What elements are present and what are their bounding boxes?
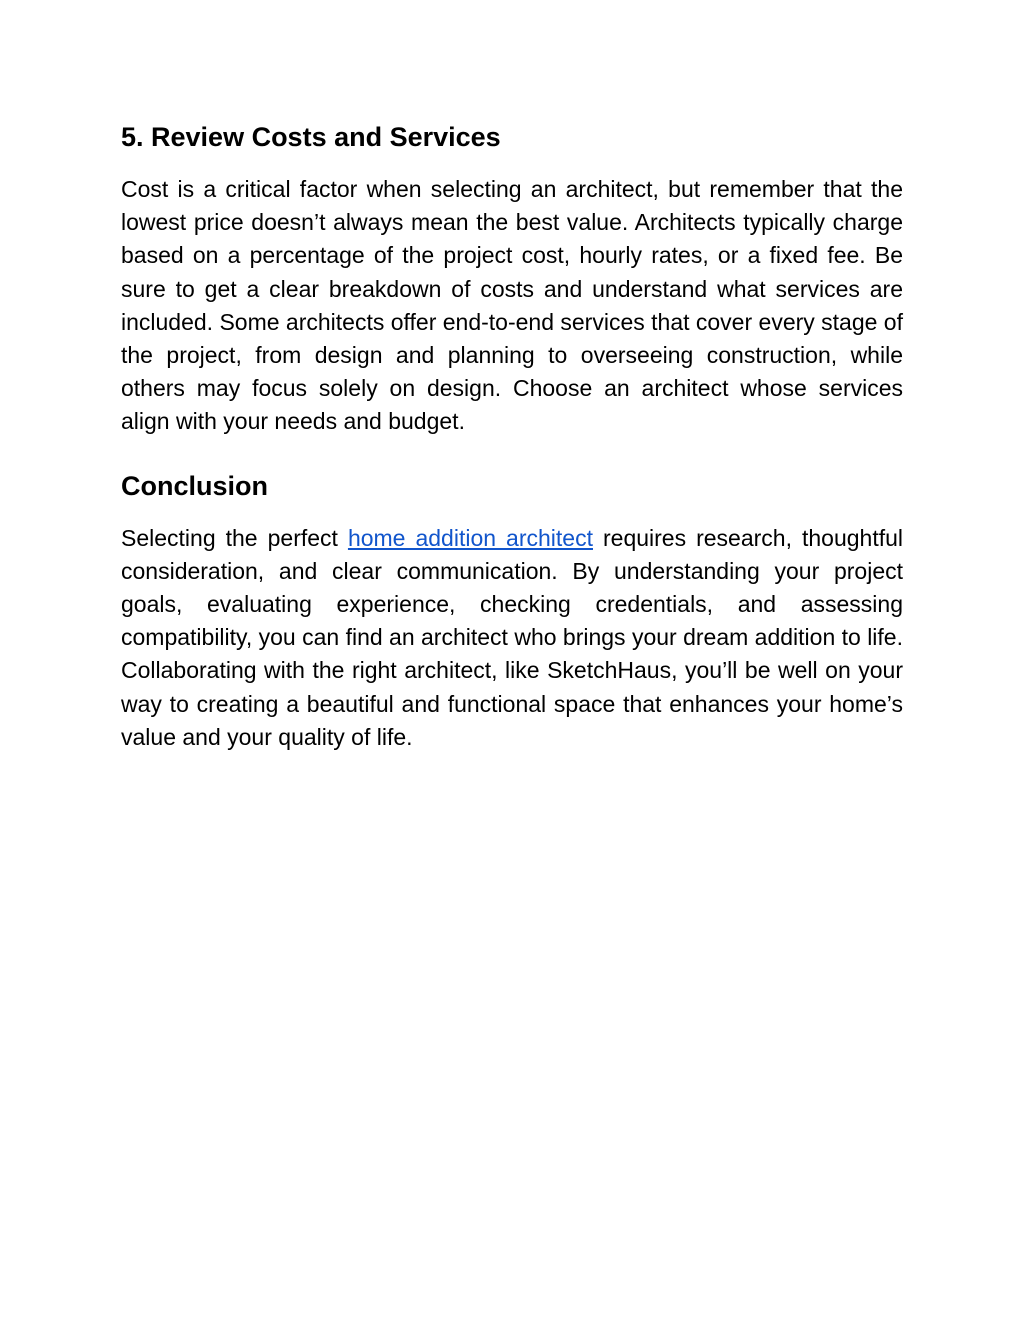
- document-page: [121, 118, 903, 754]
- costs-paragraph: Cost is a critical factor when selecting an architect, but remember that the lowest price doesn’t always mean the best value. Architects typically charge based on a percentage of the project cost, hourly rates, or a fixed fee. Be sure to get a clear breakdown of costs and understand what services are included. Some architects offer end-to-end services that cover every stage of the project, from design and planning to overseeing construction, while others may focus solely on design. Choose an architect whose services align with your needs and budget.: [121, 176, 903, 435]
- home-addition-architect-link[interactable]: home addition architect: [347, 524, 593, 551]
- section-heading-conclusion: Conclusion: [121, 470, 268, 501]
- section-heading-costs: 5. Review Costs and Services: [121, 122, 501, 152]
- conclusion-text-start: Selecting the perfect: [121, 524, 348, 551]
- conclusion-text-end: requires research, thoughtful consideration, and clear communication. By understanding your project goals, evaluating experience, checking credentials, and assessing compatibility, you can find an architect who brings your dream addition to life. Collaborating with the right architect, like SketchHaus, you’ll be well on your way to creating a beautiful and functional space that enhances your home’s value and your quality of life.: [121, 524, 904, 750]
- conclusion-paragraph: [121, 522, 903, 754]
